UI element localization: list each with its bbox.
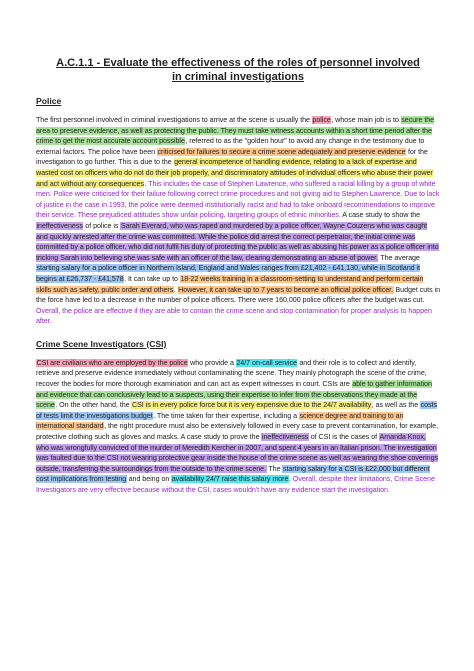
highlighted-text: criticised for failures to secure a crime scene adequately and preserve evidence <box>157 147 406 156</box>
highlighted-text: availability 24/7 raise this salary more <box>171 475 289 484</box>
highlighted-text: costs of tests limit the investigations budget <box>36 401 437 420</box>
evaluation-text: . This includes the case of Stephen Lawrence, who suffered a racial killing by a group of white men. Police were criticised for their failure following correct crime procedures and not giving aid to Stephen Lawrence. Due to lack of justice in the case in 1993, the police were deemed institutionally racist and had to take onboard recommendations to improve their service. These prejudiced attitudes show unfair policing, targeting groups of ethnic minorities. <box>36 179 440 220</box>
body-text: . On the other hand, the <box>55 401 132 410</box>
highlighted-text: science degree and training to an international standard <box>36 411 404 431</box>
police-paragraph <box>36 115 440 327</box>
body-text: Budget cuts in the force have led to a decrease in the number of police officers. There were 160,000 police officers after the budget was cut. <box>36 285 440 305</box>
body-text: A case study to show the <box>340 211 421 220</box>
highlighted-text: ineffectiveness <box>261 433 309 442</box>
body-text: . <box>173 285 178 294</box>
section-heading-csi: Crime Scene Investigators (CSI) <box>36 338 167 349</box>
body-text: . It can take up to <box>124 274 180 283</box>
evaluation-text: Overall, despite their limitations, Crime Scene Investigators are very effective because without the CSI, cases wouldn't have any evidence start the investigation. <box>36 475 435 494</box>
highlighted-text: general incompetence of handling evidence, relating to a lack of expertise and wasted cost on officers who do not do their job properly, and discriminatory attitudes of individual officers who abuse their power and act without any consequences <box>36 158 433 188</box>
highlighted-text: police <box>312 116 331 124</box>
body-text: The first personnel involved in criminal investigations to arrive at the scene is usually the <box>36 116 312 124</box>
highlighted-text: CSI is in every police force but it is very expensive due to the 24/7 availability <box>131 401 372 410</box>
body-text: . The time taken for their expertise, including a <box>153 411 299 420</box>
body-text: of police is <box>83 221 121 230</box>
body-text: , whose main job is to <box>331 116 401 124</box>
highlighted-text: able to gather information and evidence that can conclusively lead to a suspects, using their expertise to infer from the observations they made at the scene <box>36 380 432 410</box>
csi-paragraph <box>36 358 440 496</box>
highlighted-text: starting salary for a CSI is £22,000 but different cost implications from testing <box>36 464 430 484</box>
body-text: . <box>288 475 293 484</box>
highlighted-text: Sarah Everard, who was raped and murdered by a police officer, Wayne Couzens who was caught and quickly arrested after the crime was committed. While the police did arrest the correct perpetrator, the initial crime was committed by a police officer, who did not fulfil his duty of protecting the public as well as abusing his power as a police officer into tricking Sarah into believing she was safe with an officer of the law, clearing demonstrating an abuse of power. <box>36 221 439 262</box>
body-text: of CSI is the cases of <box>308 433 380 442</box>
evaluation-text: Overall, the police are effective if they are able to contain the crime scene and stop contamination for proper analysis to happen after. <box>36 306 432 326</box>
document-title: A.C.1.1 - Evaluate the effectiveness of the roles of personnel involved in criminal investigations <box>56 57 420 83</box>
body-text: The average <box>378 253 420 262</box>
highlighted-text: CSI are civilians who are employed by the police <box>36 358 188 367</box>
body-text: for the investigation to go further. This is due to the <box>36 147 428 167</box>
body-text: who provide a <box>188 358 236 367</box>
highlighted-text: starting salary for a police officer in Northern Island, England and Wales ranges from £21,402 - £41,130, while in Scotland it begins at £26,737 - £41,578 <box>36 264 420 283</box>
body-text: The <box>266 464 283 473</box>
highlighted-text: Amanda Knox, who was wrongfully convicted of the murder of Meredith Kercher in 2007, and spent 4 years in an Italian prison. The investigation was faulted due to the CSI not wearing protective gear inside the house of the crime scene as well as wearing the shoe coverings outside, transferring the surroundings from the outside to the crime scene. <box>36 433 439 473</box>
highlighted-text: However, it can take up to 7 years to become an official police officer. <box>178 285 393 294</box>
body-text: and their role is to collect and identify, retrieve and preserve evidence immediately without contaminating the scene. They mainly photograph the scene of the crime, recover the bodies for more thorough examination and can act as expert witnesses in court. CSIs are <box>36 358 427 389</box>
highlighted-text: 18-22 weeks training in a classroom-setting to understand and perform certain skills such as safety, public order and others <box>36 274 424 294</box>
highlighted-text: 24/7 on-call service <box>236 358 297 367</box>
highlighted-text: secure the area to preserve evidence, as well as protecting the public. They must take witness accounts within a short time period after the crime to get the most accurate account possible <box>36 116 435 146</box>
section-heading-police: Police <box>36 96 62 106</box>
body-text: , referred to as the "golden hour" to avoid any change in the testimony due to external factors. The police have been <box>36 137 425 156</box>
highlighted-text: ineffectiveness <box>36 221 83 230</box>
body-text: , the right procedure must also be extensively followed in every case to prevent contamination, for example, protective clothing such as gloves and masks. A case study to prove the <box>36 422 439 442</box>
body-text: , as well as the <box>371 401 421 410</box>
body-text: and being on <box>126 475 172 484</box>
